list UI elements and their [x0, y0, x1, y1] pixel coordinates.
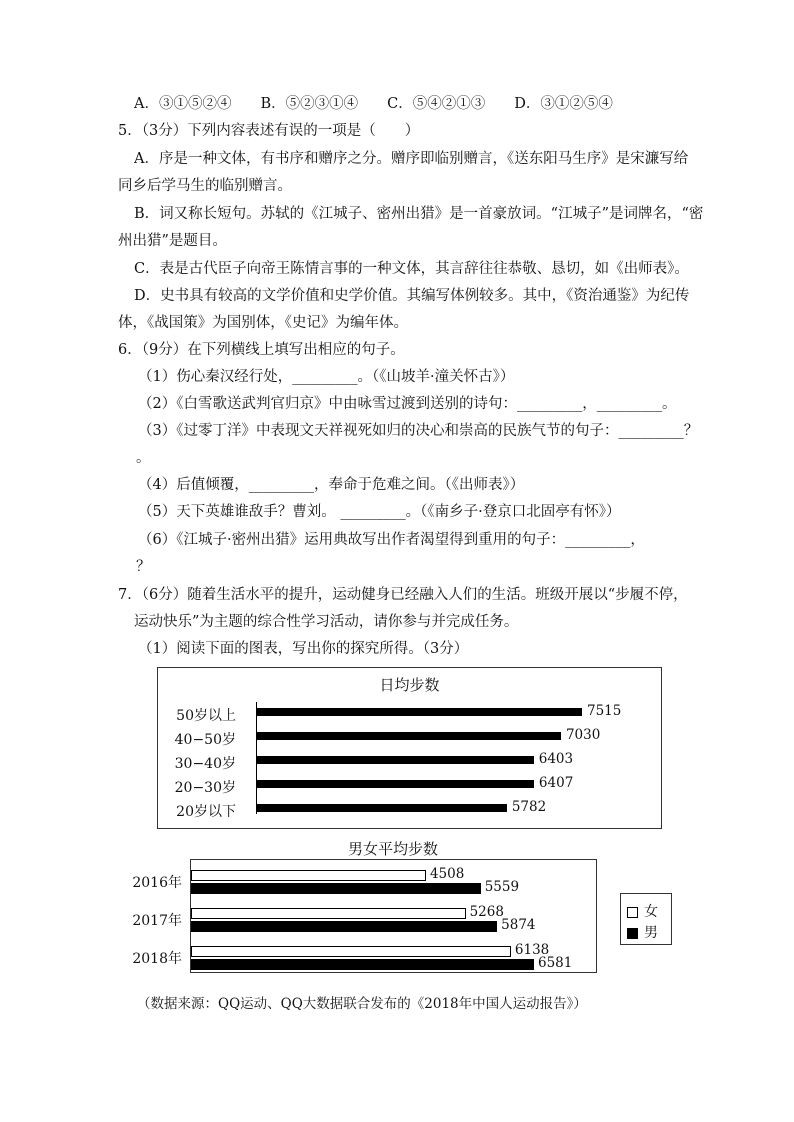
q6-item-6: （6）《江城子·密州出猎》运用典故写出作者渴望得到重用的句子：_________， [138, 532, 645, 548]
q7-stem-line1: 7．（6分）随着生活水平的提升，运动健身已经融入人们的生活。班级开展以“步履不停， [118, 587, 688, 603]
chart1-value-label: 7030 [565, 727, 601, 743]
chart2-category-label: 2017年 [132, 913, 182, 929]
chart1-bar [256, 732, 561, 740]
q5-option-a-line1: A．序是一种文体，有书序和赠序之分。赠序即临别赠言，《送东阳马生序》是宋濂写给 [134, 151, 689, 167]
data-source-note: （数据来源：QQ运动、QQ大数据联合发布的《2018年中国人运动报告》） [137, 996, 587, 1012]
q6-item-5: （5）天下英雄谁敌手？曹刘。 _________。（《南乡子·登京口北固亭有怀》） [138, 504, 621, 520]
daily-steps-chart [157, 667, 662, 829]
legend-item-male [627, 922, 658, 942]
chart2-bar-female [191, 946, 511, 957]
chart2-value-label: 5268 [469, 904, 504, 920]
chart1-bar [256, 756, 534, 764]
legend-swatch-black [627, 928, 638, 939]
chart1-category-label: 30−40岁 [174, 756, 236, 772]
q5-option-b-line2: 州出猎”是题目。 [118, 233, 227, 249]
chart2-value-label: 5874 [501, 917, 536, 933]
q5-option-d-line1: D．史书具有较高的文学价值和史学价值。其编写体例较多。其中，《资治通鉴》为纪传 [134, 288, 690, 304]
legend-label-female: 女 [644, 904, 658, 920]
chart2-bar-female [191, 908, 466, 919]
chart2-title: 男女平均步数 [347, 840, 438, 858]
q7-stem-line2: 运动快乐”为主题的综合性学习活动，请你参与并完成任务。 [134, 614, 519, 630]
chart2-bar-female [191, 870, 426, 881]
q6-item-6-cont: ？ [136, 559, 151, 575]
q5-option-d-line2: 体，《战国策》为国别体，《史记》为编年体。 [118, 315, 408, 331]
chart1-value-label: 5782 [511, 799, 547, 815]
q6-item-3-cont: 。 [136, 450, 151, 466]
q6-item-2: （2）《白雪歌送武判官归京》中由咏雪过渡到送别的诗句：_________，_________。 [138, 396, 677, 412]
chart2-legend [620, 893, 672, 945]
legend-label-male: 男 [644, 925, 658, 941]
q7-sub1: （1）阅读下面的图表，写出你的探究所得。（3分） [138, 641, 469, 657]
legend-swatch-white [627, 907, 638, 918]
q5-option-c: C．表是古代臣子向帝王陈情言事的一种文体，其言辞往往恭敬、恳切，如《出师表》。 [134, 261, 689, 277]
chart1-title: 日均步数 [379, 676, 440, 694]
q5-stem: 5．（3分）下列内容表述有误的一项是（ ） [118, 123, 420, 139]
q4-options: A．③①⑤②④ B．⑤②③①④ C．⑤④②①③ D．③①②⑤④ [134, 96, 613, 112]
q6-item-1: （1）伤心秦汉经行处，_________。（《山坡羊·潼关怀古》） [138, 369, 515, 385]
legend-item-female [627, 901, 658, 921]
chart1-category-label: 20−30岁 [174, 780, 236, 796]
chart2-bar-male [191, 921, 497, 932]
chart2-value-label: 5559 [484, 879, 520, 895]
chart1-value-label: 6403 [538, 751, 574, 767]
chart2-category-label: 2016年 [132, 875, 182, 891]
chart1-bar [256, 708, 582, 716]
chart2-bar-male [191, 883, 481, 894]
chart2-value-label: 4508 [429, 866, 465, 882]
q6-stem: 6．（9分）在下列横线上填写出相应的句子。 [118, 342, 405, 358]
q6-item-3: （3）《过零丁洋》中表现文天祥视死如归的决心和崇高的民族气节的句子：_________？ [138, 423, 699, 439]
gender-steps-chart [190, 859, 597, 973]
q5-option-b-line1: B．词又称长短句。苏轼的《江城子、密州出猎》是一首豪放词。“江城子”是词牌名，“密 [134, 206, 704, 222]
chart2-category-label: 2018年 [132, 951, 182, 967]
q5-option-a-line2: 同乡后学马生的临别赠言。 [118, 178, 292, 194]
chart1-value-label: 6407 [538, 775, 574, 791]
chart1-category-label: 40−50岁 [174, 732, 236, 748]
chart2-value-label: 6138 [514, 942, 550, 958]
chart1-category-label: 50岁以上 [176, 708, 236, 724]
chart1-bar [256, 780, 534, 788]
q6-item-4: （4）后值倾覆，_________，奉命于危难之间。（《出师表》） [138, 477, 525, 493]
chart2-value-label: 6581 [538, 955, 573, 971]
chart2-bar-male [191, 959, 534, 970]
chart1-bar [256, 804, 507, 812]
chart1-category-label: 20岁以下 [176, 804, 236, 820]
chart1-value-label: 7515 [587, 703, 622, 719]
